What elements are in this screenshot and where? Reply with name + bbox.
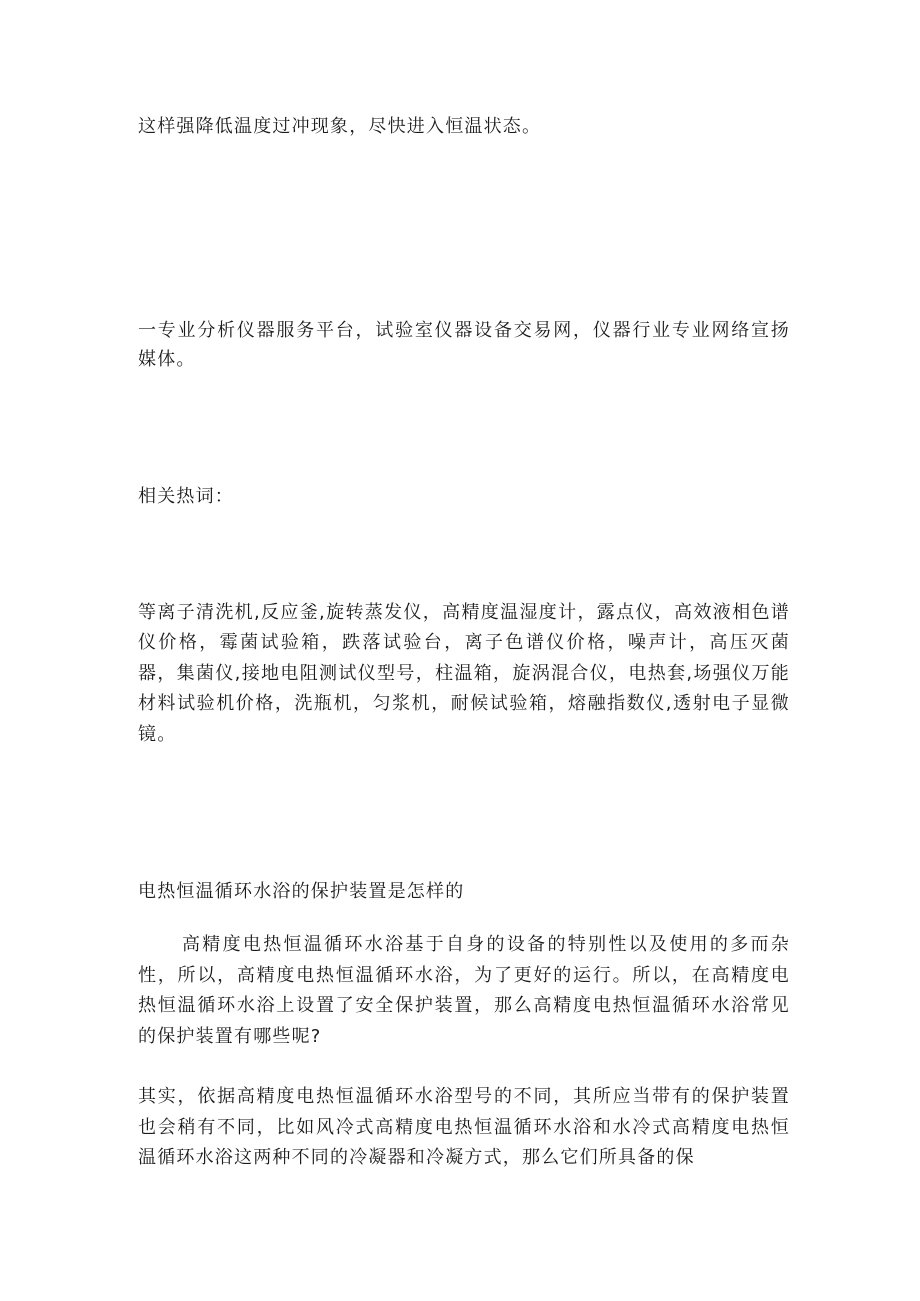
related-keywords-list: 等离子清洗机,反应釜,旋转蒸发仪，高精度温湿度计，露点仪，高效液相色谱仪价格，霉菌试验箱，跌落试验台，离子色谱仪价格，噪声计，高压灭菌器，集菌仪,接地电阻测试仪型号，柱温箱，旋涡混合仪，电热套,场强仪万能材料试验机价格，洗瓶机，匀浆机，耐候试验箱，熔融指数仪,透射电子显微镜。 bbox=[138, 602, 790, 745]
paragraph-closing-sentence: 这样强降低温度过冲现象，尽快进入恒温状态。 bbox=[138, 116, 542, 137]
paragraph-platform-description: 一专业分析仪器服务平台，试验室仪器设备交易网，仪器行业专业网络宣扬媒体。 bbox=[138, 320, 790, 370]
related-keywords-heading: 相关热词： bbox=[138, 486, 234, 507]
body-paragraph-detail: 其实，依据高精度电热恒温循环水浴型号的不同，其所应当带有的保护装置也会稍有不同，比如风冷式高精度电热恒温循环水浴和水冷式高精度电热恒温循环水浴这两种不同的冷凝器和冷凝方式，那么它们所具备的保 bbox=[138, 1086, 790, 1169]
section-title: 电热恒温循环水浴的保护装置是怎样的 bbox=[138, 881, 465, 902]
body-paragraph-intro: 高精度电热恒温循环水浴基于自身的设备的特别性以及使用的多而杂性，所以，高精度电热恒温循环水浴，为了更好的运行。所以，在高精度电热恒温循环水浴上设置了安全保护装置，那么高精度电热恒温循环水浴常见的保护装置有哪些呢? bbox=[138, 934, 790, 1047]
